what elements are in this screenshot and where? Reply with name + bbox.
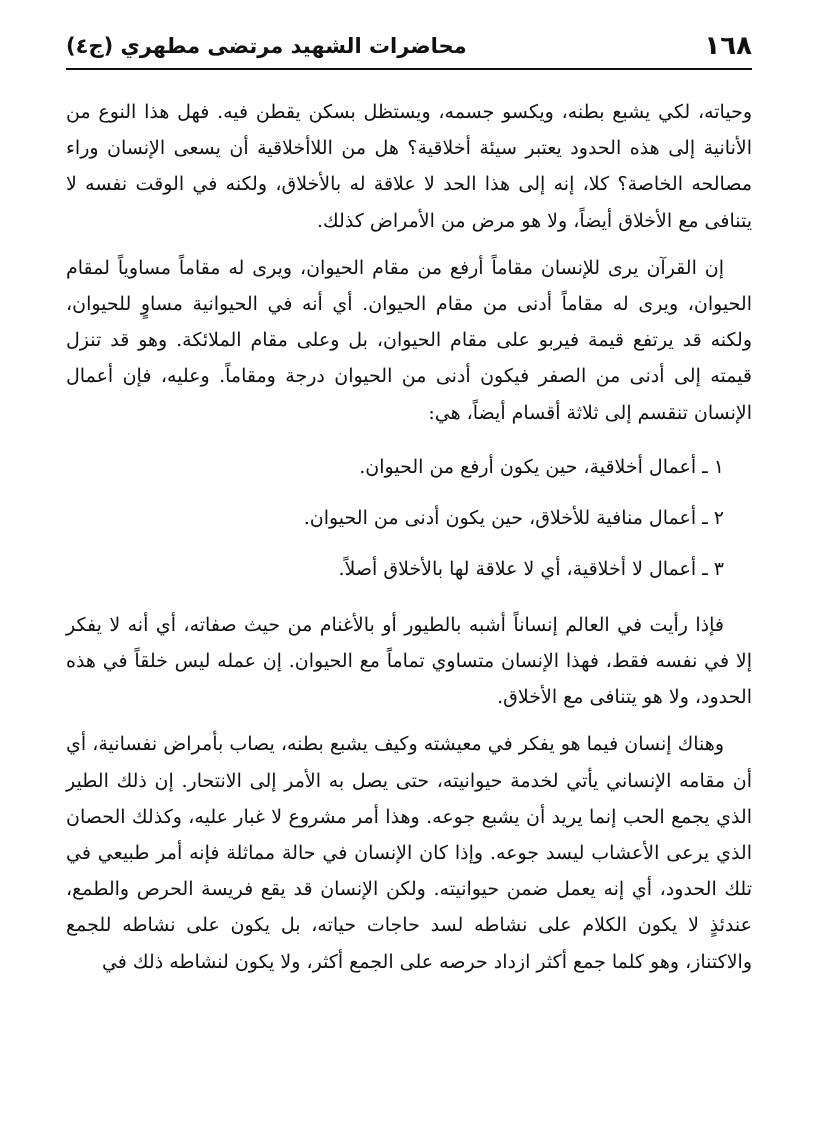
- list-item-1: ١ ـ أعمال أخلاقية، حين يكون أرفع من الحيوان.: [359, 455, 724, 478]
- running-title: محاضرات الشهيد مرتضى مطهري (ج٤): [66, 34, 467, 58]
- list-item-3: ٣ ـ أعمال لا أخلاقية، أي لا علاقة لها بالأخلاق أصلاً.: [338, 557, 724, 580]
- body-text: [66, 94, 752, 991]
- paragraph-2: إن القرآن يرى للإنسان مقاماً أرفع من مقام الحيوان، ويرى له مقاماً مساوياً لمقام الحيوان، ويرى له مقاماً أدنى من مقام الحيوان. أي أنه في الحيوانية مساوٍ للحيوان، ولكنه قد يرتفع قيمة فيربو على مقام الحيوان، بل وعلى مقام الملائكة. وهو قد تنزل قيمته إلى أدنى من الصفر فيكون أدنى من الحيوان درجة ومقاماً. وعليه، فإن أعمال الإنسان تنقسم إلى ثلاثة أقسام أيضاً، هي:: [66, 256, 752, 424]
- numbered-list: [66, 442, 752, 595]
- list-item-2: ٢ ـ أعمال منافية للأخلاق، حين يكون أدنى من الحيوان.: [303, 506, 724, 529]
- page-header: [66, 28, 752, 64]
- paragraph-3: فإذا رأيت في العالم إنساناً أشبه بالطيور أو بالأغنام من حيث صفاته، أي أنه لا يفكر إلا في نفسه فقط، فهذا الإنسان متساوي تماماً مع الحيوان. إن عمله ليس خلقاً في هذه الحدود، ولا هو يتنافى مع الأخلاق.: [66, 613, 752, 709]
- header-rule: [66, 68, 752, 70]
- page-number: ١٦٨: [704, 31, 752, 61]
- paragraph-4: وهناك إنسان فيما هو يفكر في معيشته وكيف يشبع بطنه، يصاب بأمراض نفسانية، أي أن مقامه الإنساني يأتي لخدمة حيوانيته، حتى يصل به الأمر إلى الانتحار. إن ذلك الطير الذي يجمع الحب إنما يريد أن يشبع جوعه. وهذا أمر مشروع لا غبار عليه، وكذلك الحصان الذي يرعى الأعشاب ليسد جوعه. وإذا كان الإنسان في حالة مماثلة فإنه أمر طبيعي في تلك الحدود، أي إنه يعمل ضمن حيوانيته. ولكن الإنسان قد يقع فريسة الحرص والطمع، عندئذٍ لا يكون الكلام على نشاطه لسد حاجات حياته، بل يكون على نشاطه للجمع والاكتناز، وهو كلما جمع أكثر ازداد حرصه على الجمع أكثر، ولا يكون لنشاطه ذلك في: [66, 733, 752, 973]
- paragraph-1: وحياته، لكي يشبع بطنه، ويكسو جسمه، ويستظل بسكن يقطن فيه. فهل هذا النوع من الأنانية إلى هذه الحدود يعتبر سيئة أخلاقية؟ هل من اللاأخلاقية أن يسعى الإنسان وراء مصالحه الخاصة؟ كلا، إنه إلى هذا الحد لا علاقة له بالأخلاق، ولكنه في الوقت نفسه لا يتنافى مع الأخلاق أيضاً، ولا هو مرض من الأمراض كذلك.: [66, 101, 752, 232]
